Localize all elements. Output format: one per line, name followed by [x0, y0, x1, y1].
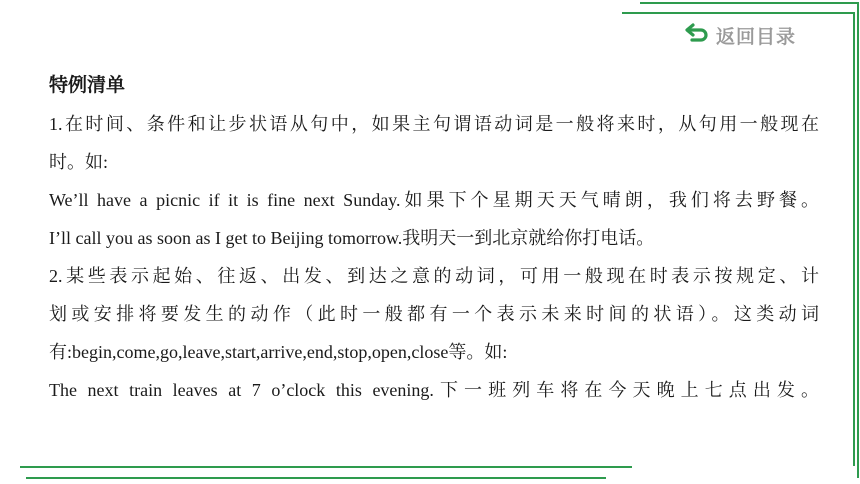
right-frame-line-outer [857, 2, 859, 478]
example-1: We’ll have a picnic if it is fine next Sunday.如果下个星期天天气晴朗，我们将去野餐。 [49, 190, 819, 210]
back-label: 返回目录 [716, 25, 797, 48]
bottom-frame-line-inner [26, 477, 606, 479]
example-2: I’ll call you as soon as I get to Beijing tomorrow.我明天一到北京就给你打电话。 [49, 228, 655, 248]
example-3: The next train leaves at 7 o’clock this evening.下一班列车将在今天晚上七点出发。 [49, 380, 819, 400]
rule-2-line-3: 有:begin,come,go,leave,start,arrive,end,stop,open,close等。如: [49, 342, 508, 362]
special-cases-section [49, 70, 819, 409]
rule-1-line-2: 时。如: [49, 152, 109, 172]
back-to-contents-button[interactable] [684, 22, 796, 48]
rule-1-line-1: 1.在时间、条件和让步状语从句中，如果主句谓语动词是一般将来时，从句用一般现在 [49, 114, 819, 134]
right-frame-line-inner [853, 12, 855, 466]
rule-2-line-2: 划或安排将要发生的动作（此时一般都有一个表示未来时间的状语）。这类动词 [49, 304, 819, 324]
rule-2-line-1: 2.某些表示起始、往返、出发、到达之意的动词，可用一般现在时表示按规定、计 [49, 266, 819, 286]
return-arrow-icon [684, 22, 710, 48]
bottom-frame-line-outer [20, 466, 632, 468]
top-frame-line-outer [640, 2, 858, 4]
top-frame-line-inner [622, 12, 854, 14]
section-heading: 特例清单 [49, 74, 126, 96]
